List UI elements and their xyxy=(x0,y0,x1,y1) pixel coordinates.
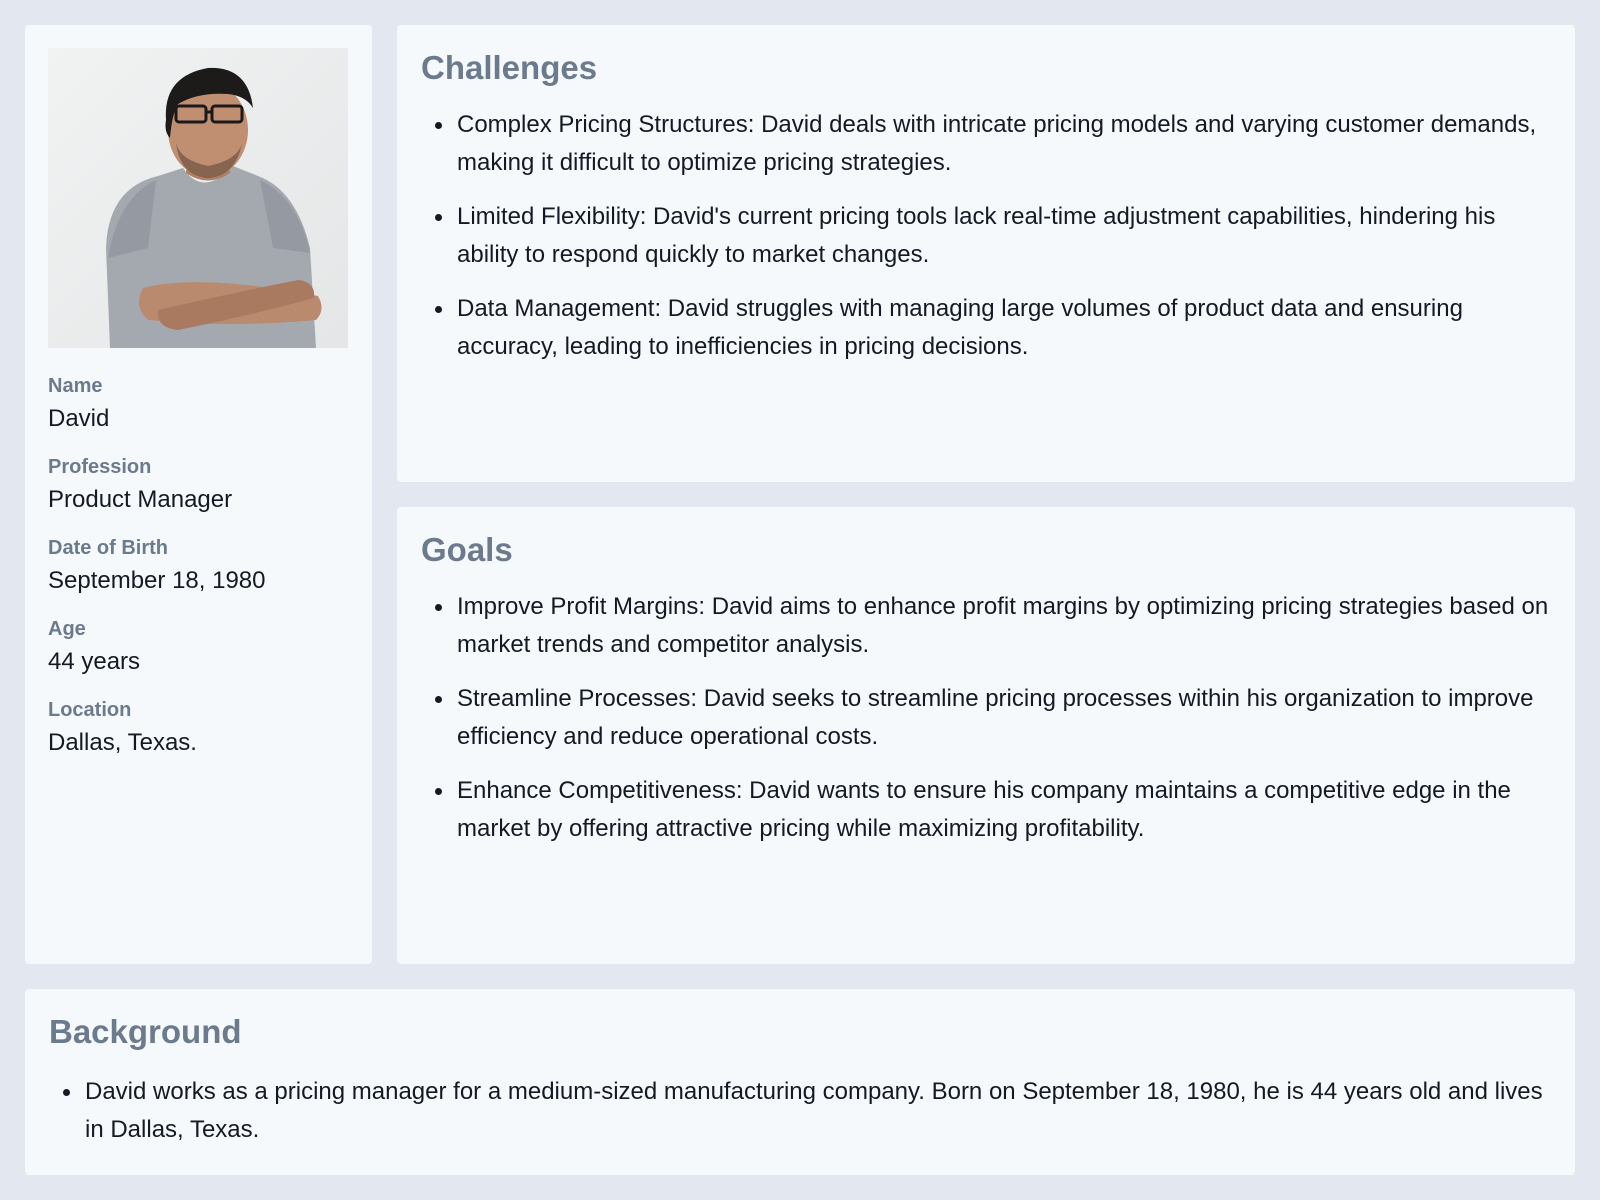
challenges-list xyxy=(421,106,1551,366)
field-label: Profession xyxy=(48,456,152,478)
person-portrait-image xyxy=(48,48,348,348)
list-item: Limited Flexibility: David's current pricing tools lack real-time adjustment capabilities, hindering his ability to respond quickly to market changes. xyxy=(421,198,1551,274)
list-item: Streamline Processes: David seeks to streamline pricing processes within his organization to improve efficiency and reduce operational costs. xyxy=(421,680,1551,756)
list-item: David works as a pricing manager for a medium-sized manufacturing company. Born on September 18, 1980, he is 44 years old and lives in Dallas, Texas. xyxy=(49,1073,1551,1149)
background-title: Background xyxy=(49,1013,242,1050)
field-age xyxy=(48,615,349,679)
field-value: David xyxy=(48,405,110,432)
background-list xyxy=(49,1073,1551,1149)
field-value: September 18, 1980 xyxy=(48,567,266,594)
list-item: Improve Profit Margins: David aims to enhance profit margins by optimizing pricing strategies based on market trends and competitor analysis. xyxy=(421,588,1551,664)
list-item: Complex Pricing Structures: David deals with intricate pricing models and varying customer demands, making it difficult to optimize pricing strategies. xyxy=(421,106,1551,182)
profile-card xyxy=(25,25,372,964)
field-profession xyxy=(48,453,349,517)
list-item: Enhance Competitiveness: David wants to ensure his company maintains a competitive edge in the market by offering attractive pricing while maximizing profitability. xyxy=(421,772,1551,848)
field-date-of-birth xyxy=(48,534,349,598)
background-card xyxy=(25,989,1575,1175)
challenges-card xyxy=(397,25,1575,482)
profile-photo xyxy=(48,48,348,348)
challenges-title: Challenges xyxy=(421,49,598,86)
field-name xyxy=(48,372,349,436)
field-label: Age xyxy=(48,618,86,640)
goals-title: Goals xyxy=(421,531,513,568)
field-value: Product Manager xyxy=(48,486,233,513)
field-label: Date of Birth xyxy=(48,537,168,559)
list-item: Data Management: David struggles with managing large volumes of product data and ensuring accuracy, leading to inefficiencies in pricing decisions. xyxy=(421,290,1551,366)
profile-fields xyxy=(48,372,349,760)
field-location xyxy=(48,696,349,760)
field-label: Name xyxy=(48,375,103,397)
field-value: Dallas, Texas. xyxy=(48,729,197,756)
goals-card xyxy=(397,507,1575,964)
goals-list xyxy=(421,588,1551,848)
field-value: 44 years xyxy=(48,648,141,675)
field-label: Location xyxy=(48,699,132,721)
